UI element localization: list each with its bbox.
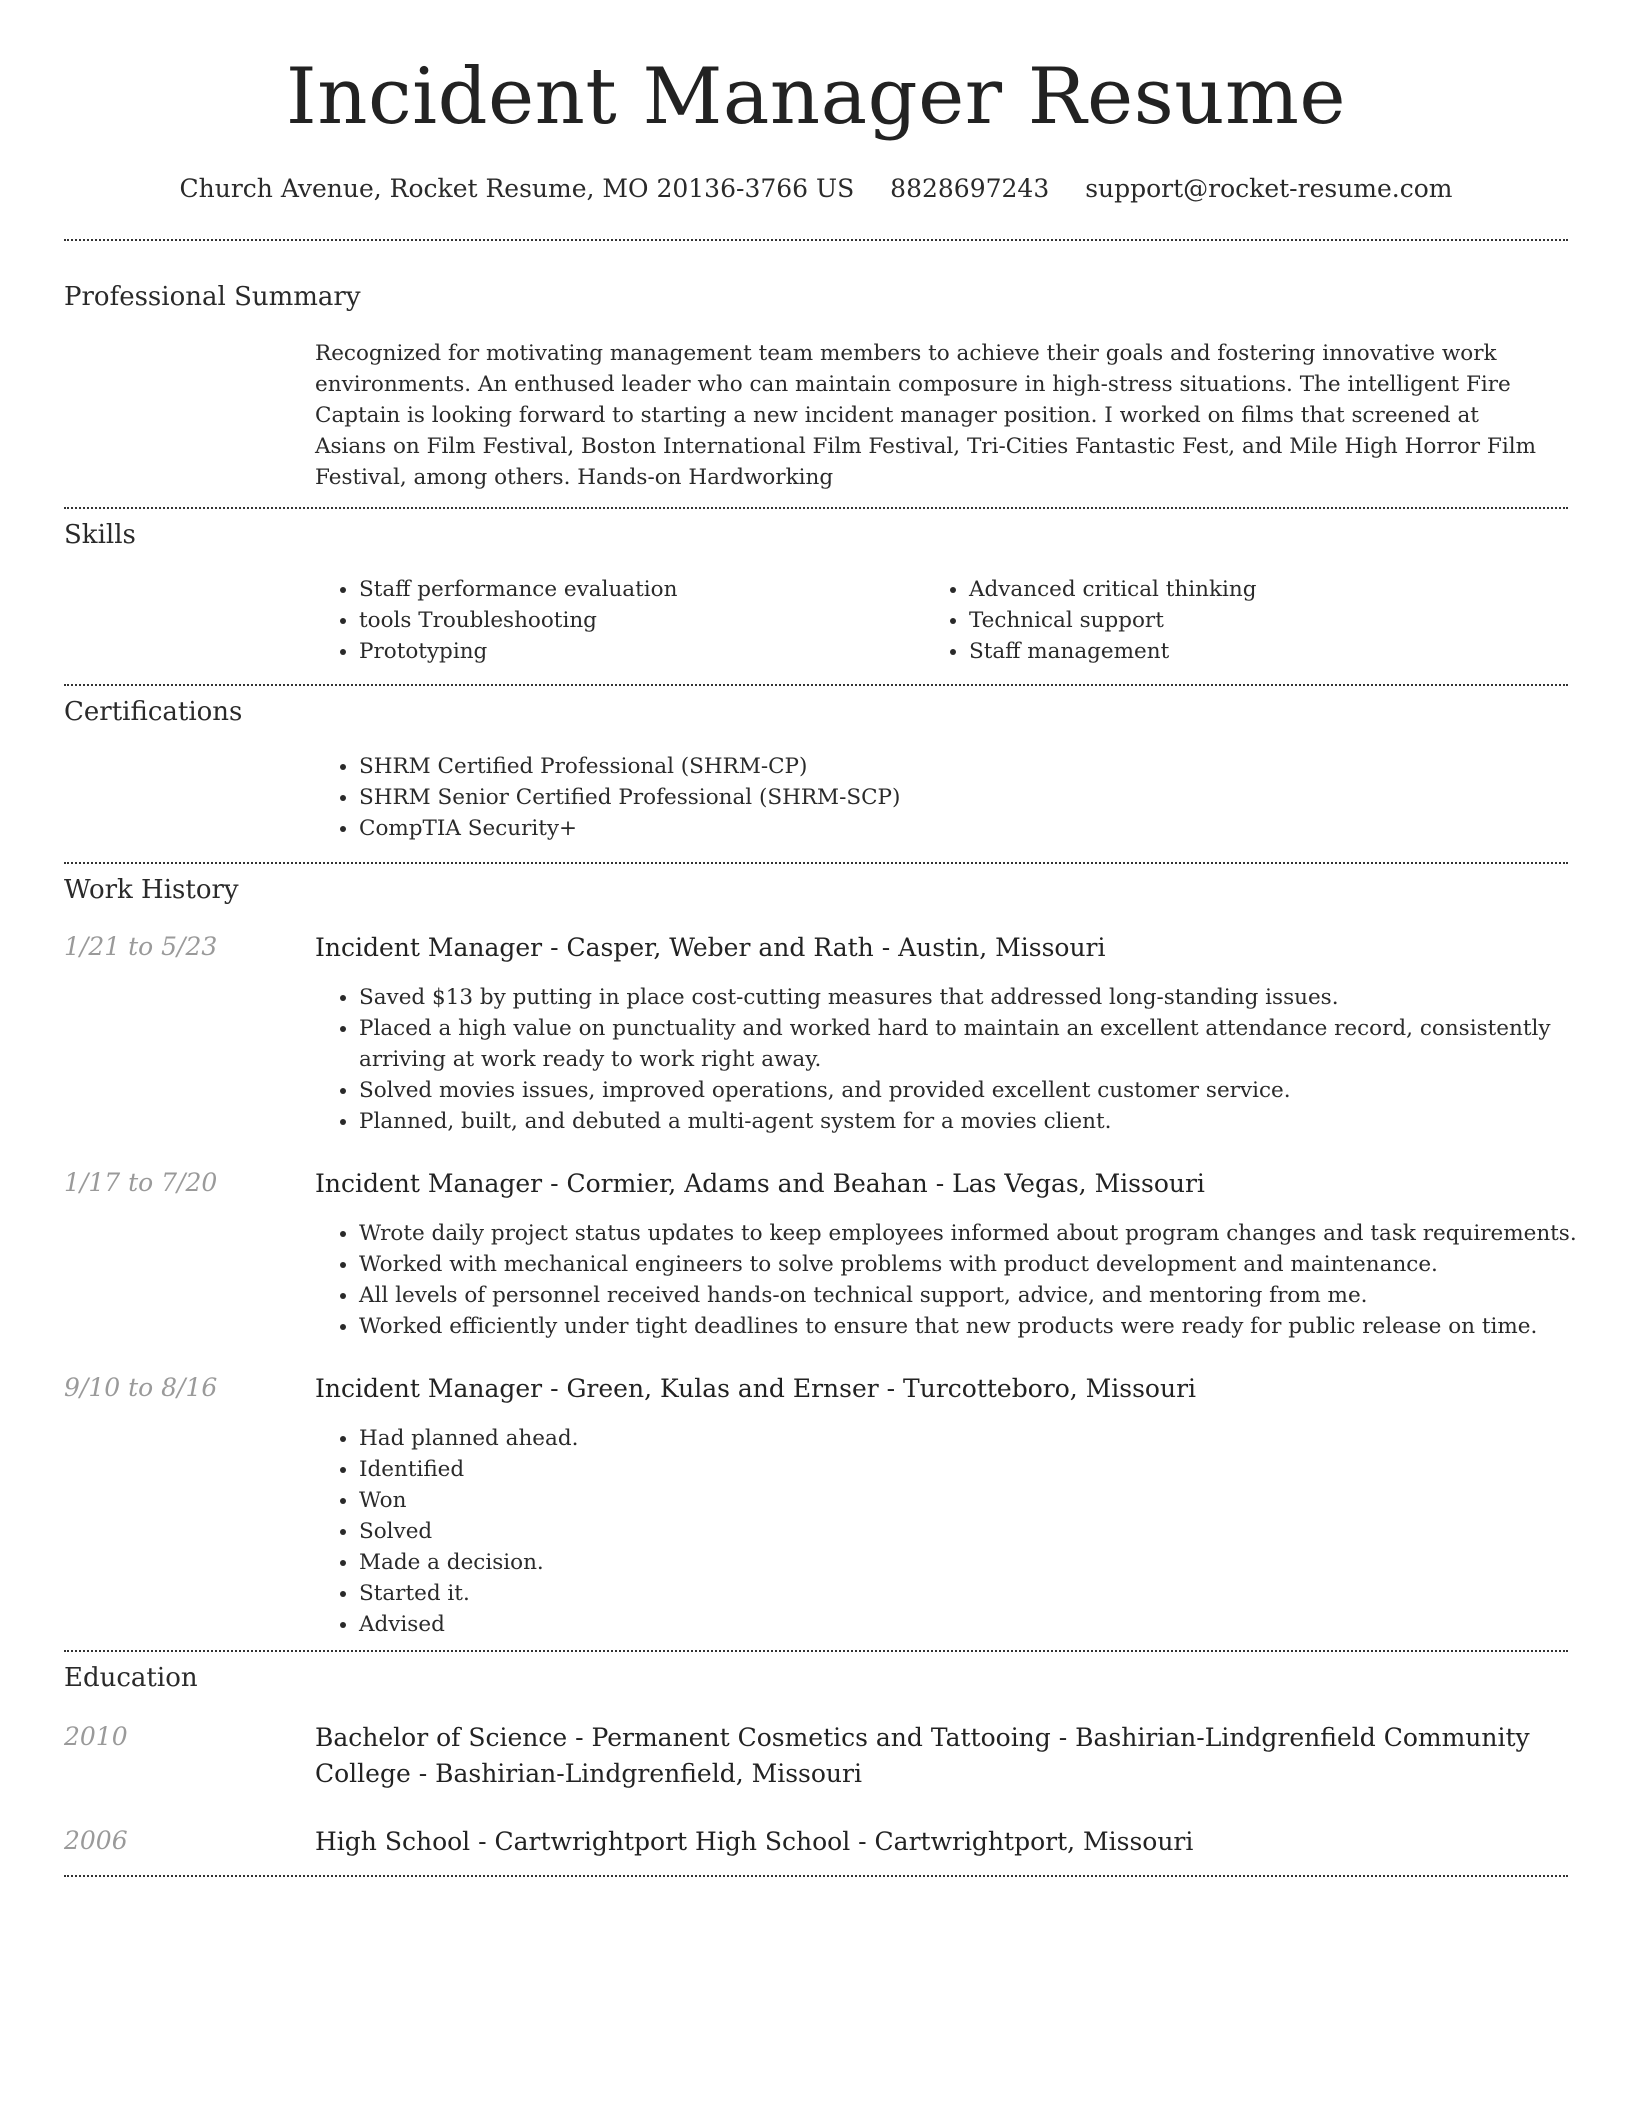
job-bullet: • Wrote daily project status updates to keep employees informed about program changes and task requirements. xyxy=(359,1218,1599,1249)
job-bullet: • Worked with mechanical engineers to solve problems with product development and maintenance. xyxy=(359,1249,1599,1280)
email: support@rocket-resume.com xyxy=(1085,174,1453,203)
divider xyxy=(64,1875,1568,1877)
job-bullets xyxy=(315,982,1599,1137)
job-bullet: • Advised xyxy=(359,1609,1599,1640)
job-title: Incident Manager - Casper, Weber and Rath - Austin, Missouri xyxy=(315,933,1106,962)
skill-item: • Advanced critical thinking xyxy=(969,574,1569,605)
education-heading: Education xyxy=(64,1663,198,1693)
education-entry: Bachelor of Science - Permanent Cosmetics and Tattooing - Bashirian-Lindgrenfield Community College - Bashirian-Lindgrenfield, Missouri xyxy=(315,1723,1530,1788)
certification-item: • SHRM Certified Professional (SHRM-CP) xyxy=(359,751,1559,782)
job-bullet: • Won xyxy=(359,1485,1599,1516)
phone: 8828697243 xyxy=(890,174,1050,203)
job-bullet: • Planned, built, and debuted a multi-agent system for a movies client. xyxy=(359,1106,1599,1137)
skill-item: • Technical support xyxy=(969,605,1569,636)
skill-item: • Staff performance evaluation xyxy=(359,574,919,605)
job-bullet: • Placed a high value on punctuality and worked hard to maintain an excellent attendance record, consistently arriving at work ready to work right away. xyxy=(359,1013,1599,1075)
skills-list-left xyxy=(315,574,919,667)
skill-item: • Staff management xyxy=(969,636,1569,667)
education-year: 2006 xyxy=(64,1826,128,1855)
job-bullet: • Solved xyxy=(359,1516,1599,1547)
job-dates: 9/10 to 8/16 xyxy=(64,1373,218,1402)
contact-line xyxy=(0,174,1632,203)
skill-item: • Prototyping xyxy=(359,636,919,667)
job-bullets xyxy=(315,1423,1599,1640)
certification-item: • SHRM Senior Certified Professional (SHRM-SCP) xyxy=(359,782,1559,813)
education-entry: High School - Cartwrightport High School - Cartwrightport, Missouri xyxy=(315,1827,1194,1856)
skill-item: • tools Troubleshooting xyxy=(359,605,919,636)
job-bullet: • All levels of personnel received hands-on technical support, advice, and mentoring from me. xyxy=(359,1280,1599,1311)
divider xyxy=(64,507,1568,509)
job-title: Incident Manager - Green, Kulas and Ernser - Turcotteboro, Missouri xyxy=(315,1374,1197,1403)
job-bullet: • Started it. xyxy=(359,1578,1599,1609)
address: Church Avenue, Rocket Resume, MO 20136-3766 US xyxy=(179,174,855,203)
certification-item: • CompTIA Security+ xyxy=(359,813,1559,844)
job-bullet: • Made a decision. xyxy=(359,1547,1599,1578)
job-bullet: • Worked efficiently under tight deadlines to ensure that new products were ready for public release on time. xyxy=(359,1311,1599,1342)
education-year: 2010 xyxy=(64,1722,128,1751)
job-bullets xyxy=(315,1218,1599,1342)
skills-list-right xyxy=(925,574,1569,667)
skills-heading: Skills xyxy=(64,520,136,550)
job-bullet: • Solved movies issues, improved operations, and provided excellent customer service. xyxy=(359,1075,1599,1106)
job-dates: 1/17 to 7/20 xyxy=(64,1168,218,1197)
divider xyxy=(64,1650,1568,1652)
job-bullet: • Identified xyxy=(359,1454,1599,1485)
summary-text: Recognized for motivating management team members to achieve their goals and fostering innovative work environments. An enthused leader who can maintain composure in high-stress situations. The intelligent Fire Captain is looking forward to starting a new incident manager position. I worked on films that screened at Asians on Film Festival, Boston International Film Festival, Tri-Cities Fantastic Fest, and Mile High Horror Film Festival, among others. Hands-on Hardworking xyxy=(315,341,1536,490)
work-heading: Work History xyxy=(64,875,239,905)
job-title: Incident Manager - Cormier, Adams and Beahan - Las Vegas, Missouri xyxy=(315,1169,1205,1198)
certifications-heading: Certifications xyxy=(64,697,243,727)
job-bullet: • Had planned ahead. xyxy=(359,1423,1599,1454)
job-bullet: • Saved $13 by putting in place cost-cutting measures that addressed long-standing issues. xyxy=(359,982,1599,1013)
resume-title: Incident Manager Resume xyxy=(285,52,1347,142)
certifications-list xyxy=(315,751,1559,844)
divider xyxy=(64,239,1568,241)
summary-heading: Professional Summary xyxy=(64,282,361,312)
divider xyxy=(64,684,1568,686)
divider xyxy=(64,862,1568,864)
job-dates: 1/21 to 5/23 xyxy=(64,932,218,961)
